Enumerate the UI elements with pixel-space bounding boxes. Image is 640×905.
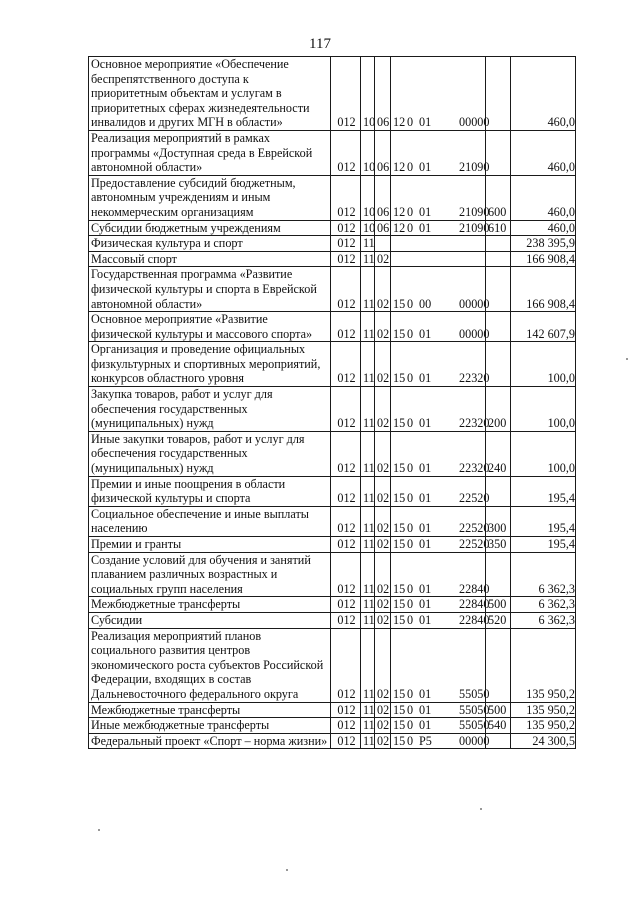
table-row <box>89 506 576 536</box>
expense-type-cell <box>486 130 511 175</box>
target-article-cell <box>391 236 486 252</box>
subsection-code-cell: 02 <box>375 506 391 536</box>
section-code-cell: 11 <box>361 387 375 432</box>
table-row <box>89 175 576 220</box>
target-article-part: 22520 <box>459 491 490 506</box>
section-code-cell: 11 <box>361 702 375 718</box>
admin-code-cell: 012 <box>331 220 361 236</box>
target-article-part: 01 <box>419 115 432 130</box>
row-name-cell: Реализация мероприятий в рамках программы «Доступная среда в Еврейской автономной области» <box>89 130 331 175</box>
target-article-part: 22320 <box>459 371 490 386</box>
target-article-part: 01 <box>419 491 432 506</box>
target-article-part: 15 <box>393 718 406 733</box>
admin-code-cell: 012 <box>331 251 361 267</box>
row-name-cell: Основное мероприятие «Развитие физической культуры и массового спорта» <box>89 312 331 342</box>
target-article-part: 22840 <box>459 581 490 596</box>
subsection-code-cell: 02 <box>375 476 391 506</box>
admin-code-cell: 012 <box>331 733 361 749</box>
target-article-cell <box>391 220 490 236</box>
row-name-cell: Субсидии бюджетным учреждениям <box>89 220 331 236</box>
target-article-part: 01 <box>419 204 432 219</box>
table-row <box>89 130 576 175</box>
target-article-cell <box>391 431 490 476</box>
target-article-part: 15 <box>393 326 406 341</box>
section-code-cell: 11 <box>361 236 375 252</box>
target-article-part: 55050 <box>459 702 490 717</box>
subsection-code-cell: 02 <box>375 702 391 718</box>
admin-code-cell: 012 <box>331 476 361 506</box>
section-code-cell: 11 <box>361 597 375 613</box>
table-row <box>89 628 576 702</box>
target-article-part: 15 <box>393 612 406 627</box>
scan-speck <box>626 358 628 360</box>
subsection-code-cell: 06 <box>375 175 391 220</box>
target-article-part: 0 <box>407 296 414 311</box>
target-article-part: 15 <box>393 521 406 536</box>
admin-code-cell: 012 <box>331 342 361 387</box>
row-name-cell: Государственная программа «Развитие физической культуры и спорта в Еврейской автономной области» <box>89 267 331 312</box>
target-article-part: 01 <box>419 371 432 386</box>
admin-code-cell: 012 <box>331 57 361 131</box>
target-article-cell <box>391 312 490 342</box>
section-code-cell: 11 <box>361 733 375 749</box>
amount-cell: 6 362,3 <box>511 612 576 628</box>
expense-type-cell <box>486 552 511 597</box>
target-article-part: 01 <box>419 326 432 341</box>
page-number: 117 <box>309 36 331 52</box>
target-article-part: 0 <box>407 597 414 612</box>
target-article-cell <box>391 552 490 597</box>
subsection-code-cell: 06 <box>375 220 391 236</box>
amount-cell: 135 950,2 <box>511 702 576 718</box>
table-row <box>89 57 576 131</box>
row-name-cell: Премии и гранты <box>89 537 331 553</box>
section-code-cell: 11 <box>361 267 375 312</box>
target-article-cell <box>391 57 490 131</box>
target-article-part: 0 <box>407 612 414 627</box>
target-article-part: 15 <box>393 491 406 506</box>
section-code-cell: 10 <box>361 220 375 236</box>
row-name-cell: Закупка товаров, работ и услуг для обеспечения государственных (муниципальных) нужд <box>89 387 331 432</box>
table-row <box>89 476 576 506</box>
target-article-part: 0 <box>407 416 414 431</box>
target-article-part: 12 <box>393 220 406 235</box>
table-row <box>89 537 576 553</box>
target-article-part: 01 <box>419 220 432 235</box>
target-article-part: 15 <box>393 597 406 612</box>
subsection-code-cell: 02 <box>375 597 391 613</box>
target-article-part: 0 <box>407 461 414 476</box>
expense-type-cell: 600 <box>486 175 511 220</box>
subsection-code-cell: 02 <box>375 431 391 476</box>
target-article-cell <box>391 628 490 702</box>
target-article-part: 0 <box>407 371 414 386</box>
admin-code-cell: 012 <box>331 612 361 628</box>
table-row <box>89 718 576 734</box>
admin-code-cell: 012 <box>331 597 361 613</box>
table-row <box>89 342 576 387</box>
target-article-part: 15 <box>393 733 406 748</box>
expense-type-cell <box>486 733 511 749</box>
amount-cell: 6 362,3 <box>511 552 576 597</box>
admin-code-cell: 012 <box>331 718 361 734</box>
expense-type-cell: 500 <box>486 597 511 613</box>
row-name-cell: Межбюджетные трансферты <box>89 702 331 718</box>
admin-code-cell: 012 <box>331 628 361 702</box>
expense-type-cell: 500 <box>486 702 511 718</box>
target-article-cell <box>391 733 490 749</box>
subsection-code-cell: 02 <box>375 251 391 267</box>
target-article-part: 0 <box>407 702 414 717</box>
target-article-part: 12 <box>393 160 406 175</box>
table-row <box>89 236 576 252</box>
expense-type-cell <box>486 251 511 267</box>
target-article-cell <box>391 251 486 267</box>
target-article-part: 21090 <box>459 220 490 235</box>
subsection-code-cell: 02 <box>375 537 391 553</box>
subsection-code-cell <box>375 236 391 252</box>
target-article-part: 01 <box>419 612 432 627</box>
target-article-part: 01 <box>419 718 432 733</box>
target-article-part: 22320 <box>459 416 490 431</box>
amount-cell: 100,0 <box>511 342 576 387</box>
target-article-part: 15 <box>393 461 406 476</box>
target-article-part: 0 <box>407 733 414 748</box>
admin-code-cell: 012 <box>331 552 361 597</box>
target-article-part: 12 <box>393 115 406 130</box>
amount-cell: 166 908,4 <box>511 251 576 267</box>
expense-type-cell: 540 <box>486 718 511 734</box>
target-article-cell <box>391 537 490 553</box>
target-article-cell <box>391 718 490 734</box>
amount-cell: 195,4 <box>511 476 576 506</box>
scan-speck <box>286 869 288 871</box>
target-article-part: 0 <box>407 581 414 596</box>
amount-cell: 6 362,3 <box>511 597 576 613</box>
target-article-part: 15 <box>393 581 406 596</box>
amount-cell: 195,4 <box>511 537 576 553</box>
target-article-part: 0 <box>407 160 414 175</box>
admin-code-cell: 012 <box>331 175 361 220</box>
admin-code-cell: 012 <box>331 312 361 342</box>
target-article-part: 0 <box>407 718 414 733</box>
target-article-part: 00000 <box>459 326 490 341</box>
target-article-part: 01 <box>419 461 432 476</box>
target-article-part: 01 <box>419 597 432 612</box>
target-article-part: 01 <box>419 537 432 551</box>
target-article-cell <box>391 387 490 432</box>
admin-code-cell: 012 <box>331 506 361 536</box>
amount-cell: 100,0 <box>511 431 576 476</box>
target-article-cell <box>391 597 490 613</box>
table-row <box>89 612 576 628</box>
target-article-part: 0 <box>407 491 414 506</box>
amount-cell: 166 908,4 <box>511 267 576 312</box>
target-article-part: 22520 <box>459 521 490 536</box>
expense-type-cell <box>486 628 511 702</box>
admin-code-cell: 012 <box>331 236 361 252</box>
target-article-cell <box>391 342 490 387</box>
section-code-cell: 10 <box>361 57 375 131</box>
expense-type-cell <box>486 236 511 252</box>
amount-cell: 460,0 <box>511 57 576 131</box>
expense-type-cell <box>486 476 511 506</box>
section-code-cell: 11 <box>361 612 375 628</box>
target-article-part: 15 <box>393 702 406 717</box>
expense-type-cell: 200 <box>486 387 511 432</box>
target-article-part: 01 <box>419 416 432 431</box>
target-article-cell <box>391 702 490 718</box>
section-code-cell: 11 <box>361 431 375 476</box>
target-article-part: 00000 <box>459 733 490 748</box>
section-code-cell: 11 <box>361 506 375 536</box>
expense-type-cell <box>486 342 511 387</box>
row-name-cell: Предоставление субсидий бюджетным, автономным учреждениям и иным некоммерческим организациям <box>89 175 331 220</box>
table-row <box>89 431 576 476</box>
admin-code-cell: 012 <box>331 130 361 175</box>
target-article-part: 15 <box>393 416 406 431</box>
row-name-cell: Массовый спорт <box>89 251 331 267</box>
target-article-part: 55050 <box>459 718 490 733</box>
subsection-code-cell: 02 <box>375 267 391 312</box>
target-article-part: 01 <box>419 160 432 175</box>
table-body <box>89 57 576 749</box>
target-article-part: 15 <box>393 296 406 311</box>
section-code-cell: 10 <box>361 130 375 175</box>
admin-code-cell: 012 <box>331 702 361 718</box>
amount-cell: 24 300,5 <box>511 733 576 749</box>
budget-table <box>88 56 576 749</box>
target-article-part: 00000 <box>459 296 490 311</box>
target-article-part: 0 <box>407 686 414 701</box>
amount-cell: 135 950,2 <box>511 628 576 702</box>
row-name-cell: Межбюджетные трансферты <box>89 597 331 613</box>
scan-speck <box>98 829 100 831</box>
row-name-cell: Социальное обеспечение и иные выплаты населению <box>89 506 331 536</box>
row-name-cell: Федеральный проект «Спорт – норма жизни» <box>89 733 331 749</box>
amount-cell: 135 950,2 <box>511 718 576 734</box>
subsection-code-cell: 02 <box>375 552 391 597</box>
admin-code-cell: 012 <box>331 431 361 476</box>
expense-type-cell <box>486 267 511 312</box>
section-code-cell: 11 <box>361 251 375 267</box>
target-article-part: 12 <box>393 204 406 219</box>
section-code-cell: 11 <box>361 628 375 702</box>
row-name-cell: Создание условий для обучения и занятий плаванием различных возрастных и социальных групп населения <box>89 552 331 597</box>
subsection-code-cell: 02 <box>375 718 391 734</box>
target-article-part: 0 <box>407 115 414 130</box>
section-code-cell: 11 <box>361 537 375 553</box>
subsection-code-cell: 06 <box>375 57 391 131</box>
target-article-part: 00000 <box>459 115 490 130</box>
target-article-cell <box>391 612 490 628</box>
target-article-part: 0 <box>407 326 414 341</box>
row-name-cell: Основное мероприятие «Обеспечение беспрепятственного доступа к приоритетным объектам и услугам в приоритетных сферах жизнедеятельности инвалидов и других МГН в области» <box>89 57 331 131</box>
subsection-code-cell: 02 <box>375 342 391 387</box>
target-article-part: 22840 <box>459 597 490 612</box>
amount-cell: 195,4 <box>511 506 576 536</box>
subsection-code-cell: 02 <box>375 733 391 749</box>
target-article-part: 22520 <box>459 537 490 551</box>
table-row <box>89 312 576 342</box>
target-article-cell <box>391 267 490 312</box>
target-article-part: 0 <box>407 537 414 551</box>
amount-cell: 460,0 <box>511 175 576 220</box>
section-code-cell: 11 <box>361 476 375 506</box>
section-code-cell: 10 <box>361 175 375 220</box>
row-name-cell: Иные закупки товаров, работ и услуг для обеспечения государственных (муниципальных) нужд <box>89 431 331 476</box>
row-name-cell: Реализация мероприятий планов социального развития центров экономического роста субъектов Российской Федерации, входящих в состав Дальневосточного федерального округа <box>89 628 331 702</box>
row-name-cell: Премии и иные поощрения в области физической культуры и спорта <box>89 476 331 506</box>
target-article-part: 0 <box>407 220 414 235</box>
target-article-part: 22320 <box>459 461 490 476</box>
expense-type-cell: 240 <box>486 431 511 476</box>
target-article-cell <box>391 175 490 220</box>
target-article-part: 22840 <box>459 612 490 627</box>
subsection-code-cell: 02 <box>375 612 391 628</box>
target-article-part: 21090 <box>459 160 490 175</box>
expense-type-cell: 350 <box>486 537 511 553</box>
target-article-cell <box>391 476 490 506</box>
subsection-code-cell: 02 <box>375 312 391 342</box>
table-row <box>89 597 576 613</box>
admin-code-cell: 012 <box>331 267 361 312</box>
target-article-part: 01 <box>419 686 432 701</box>
row-name-cell: Субсидии <box>89 612 331 628</box>
amount-cell: 460,0 <box>511 130 576 175</box>
section-code-cell: 11 <box>361 312 375 342</box>
table-row <box>89 220 576 236</box>
table-row <box>89 733 576 749</box>
target-article-part: P5 <box>419 733 432 748</box>
amount-cell: 142 607,9 <box>511 312 576 342</box>
scan-speck <box>480 808 482 810</box>
subsection-code-cell: 02 <box>375 387 391 432</box>
target-article-part: 55050 <box>459 686 490 701</box>
subsection-code-cell: 02 <box>375 628 391 702</box>
admin-code-cell: 012 <box>331 387 361 432</box>
section-code-cell: 11 <box>361 342 375 387</box>
expense-type-cell: 300 <box>486 506 511 536</box>
section-code-cell: 11 <box>361 552 375 597</box>
target-article-part: 01 <box>419 702 432 717</box>
amount-cell: 460,0 <box>511 220 576 236</box>
table-row <box>89 267 576 312</box>
table-row <box>89 702 576 718</box>
target-article-part: 21090 <box>459 204 490 219</box>
amount-cell: 238 395,9 <box>511 236 576 252</box>
table-row <box>89 387 576 432</box>
expense-type-cell <box>486 57 511 131</box>
target-article-part: 0 <box>407 204 414 219</box>
row-name-cell: Иные межбюджетные трансферты <box>89 718 331 734</box>
expense-type-cell: 610 <box>486 220 511 236</box>
row-name-cell: Организация и проведение официальных физкультурных и спортивных мероприятий, конкурсов областного уровня <box>89 342 331 387</box>
target-article-part: 01 <box>419 581 432 596</box>
target-article-part: 0 <box>407 521 414 536</box>
amount-cell: 100,0 <box>511 387 576 432</box>
section-code-cell: 11 <box>361 718 375 734</box>
expense-type-cell <box>486 312 511 342</box>
target-article-part: 00 <box>419 296 432 311</box>
row-name-cell: Физическая культура и спорт <box>89 236 331 252</box>
target-article-cell <box>391 130 490 175</box>
target-article-part: 15 <box>393 371 406 386</box>
target-article-cell <box>391 506 490 536</box>
target-article-part: 01 <box>419 521 432 536</box>
target-article-part: 15 <box>393 537 406 551</box>
subsection-code-cell: 06 <box>375 130 391 175</box>
target-article-part: 15 <box>393 686 406 701</box>
table-row <box>89 251 576 267</box>
table-row <box>89 552 576 597</box>
admin-code-cell: 012 <box>331 537 361 553</box>
expense-type-cell: 520 <box>486 612 511 628</box>
